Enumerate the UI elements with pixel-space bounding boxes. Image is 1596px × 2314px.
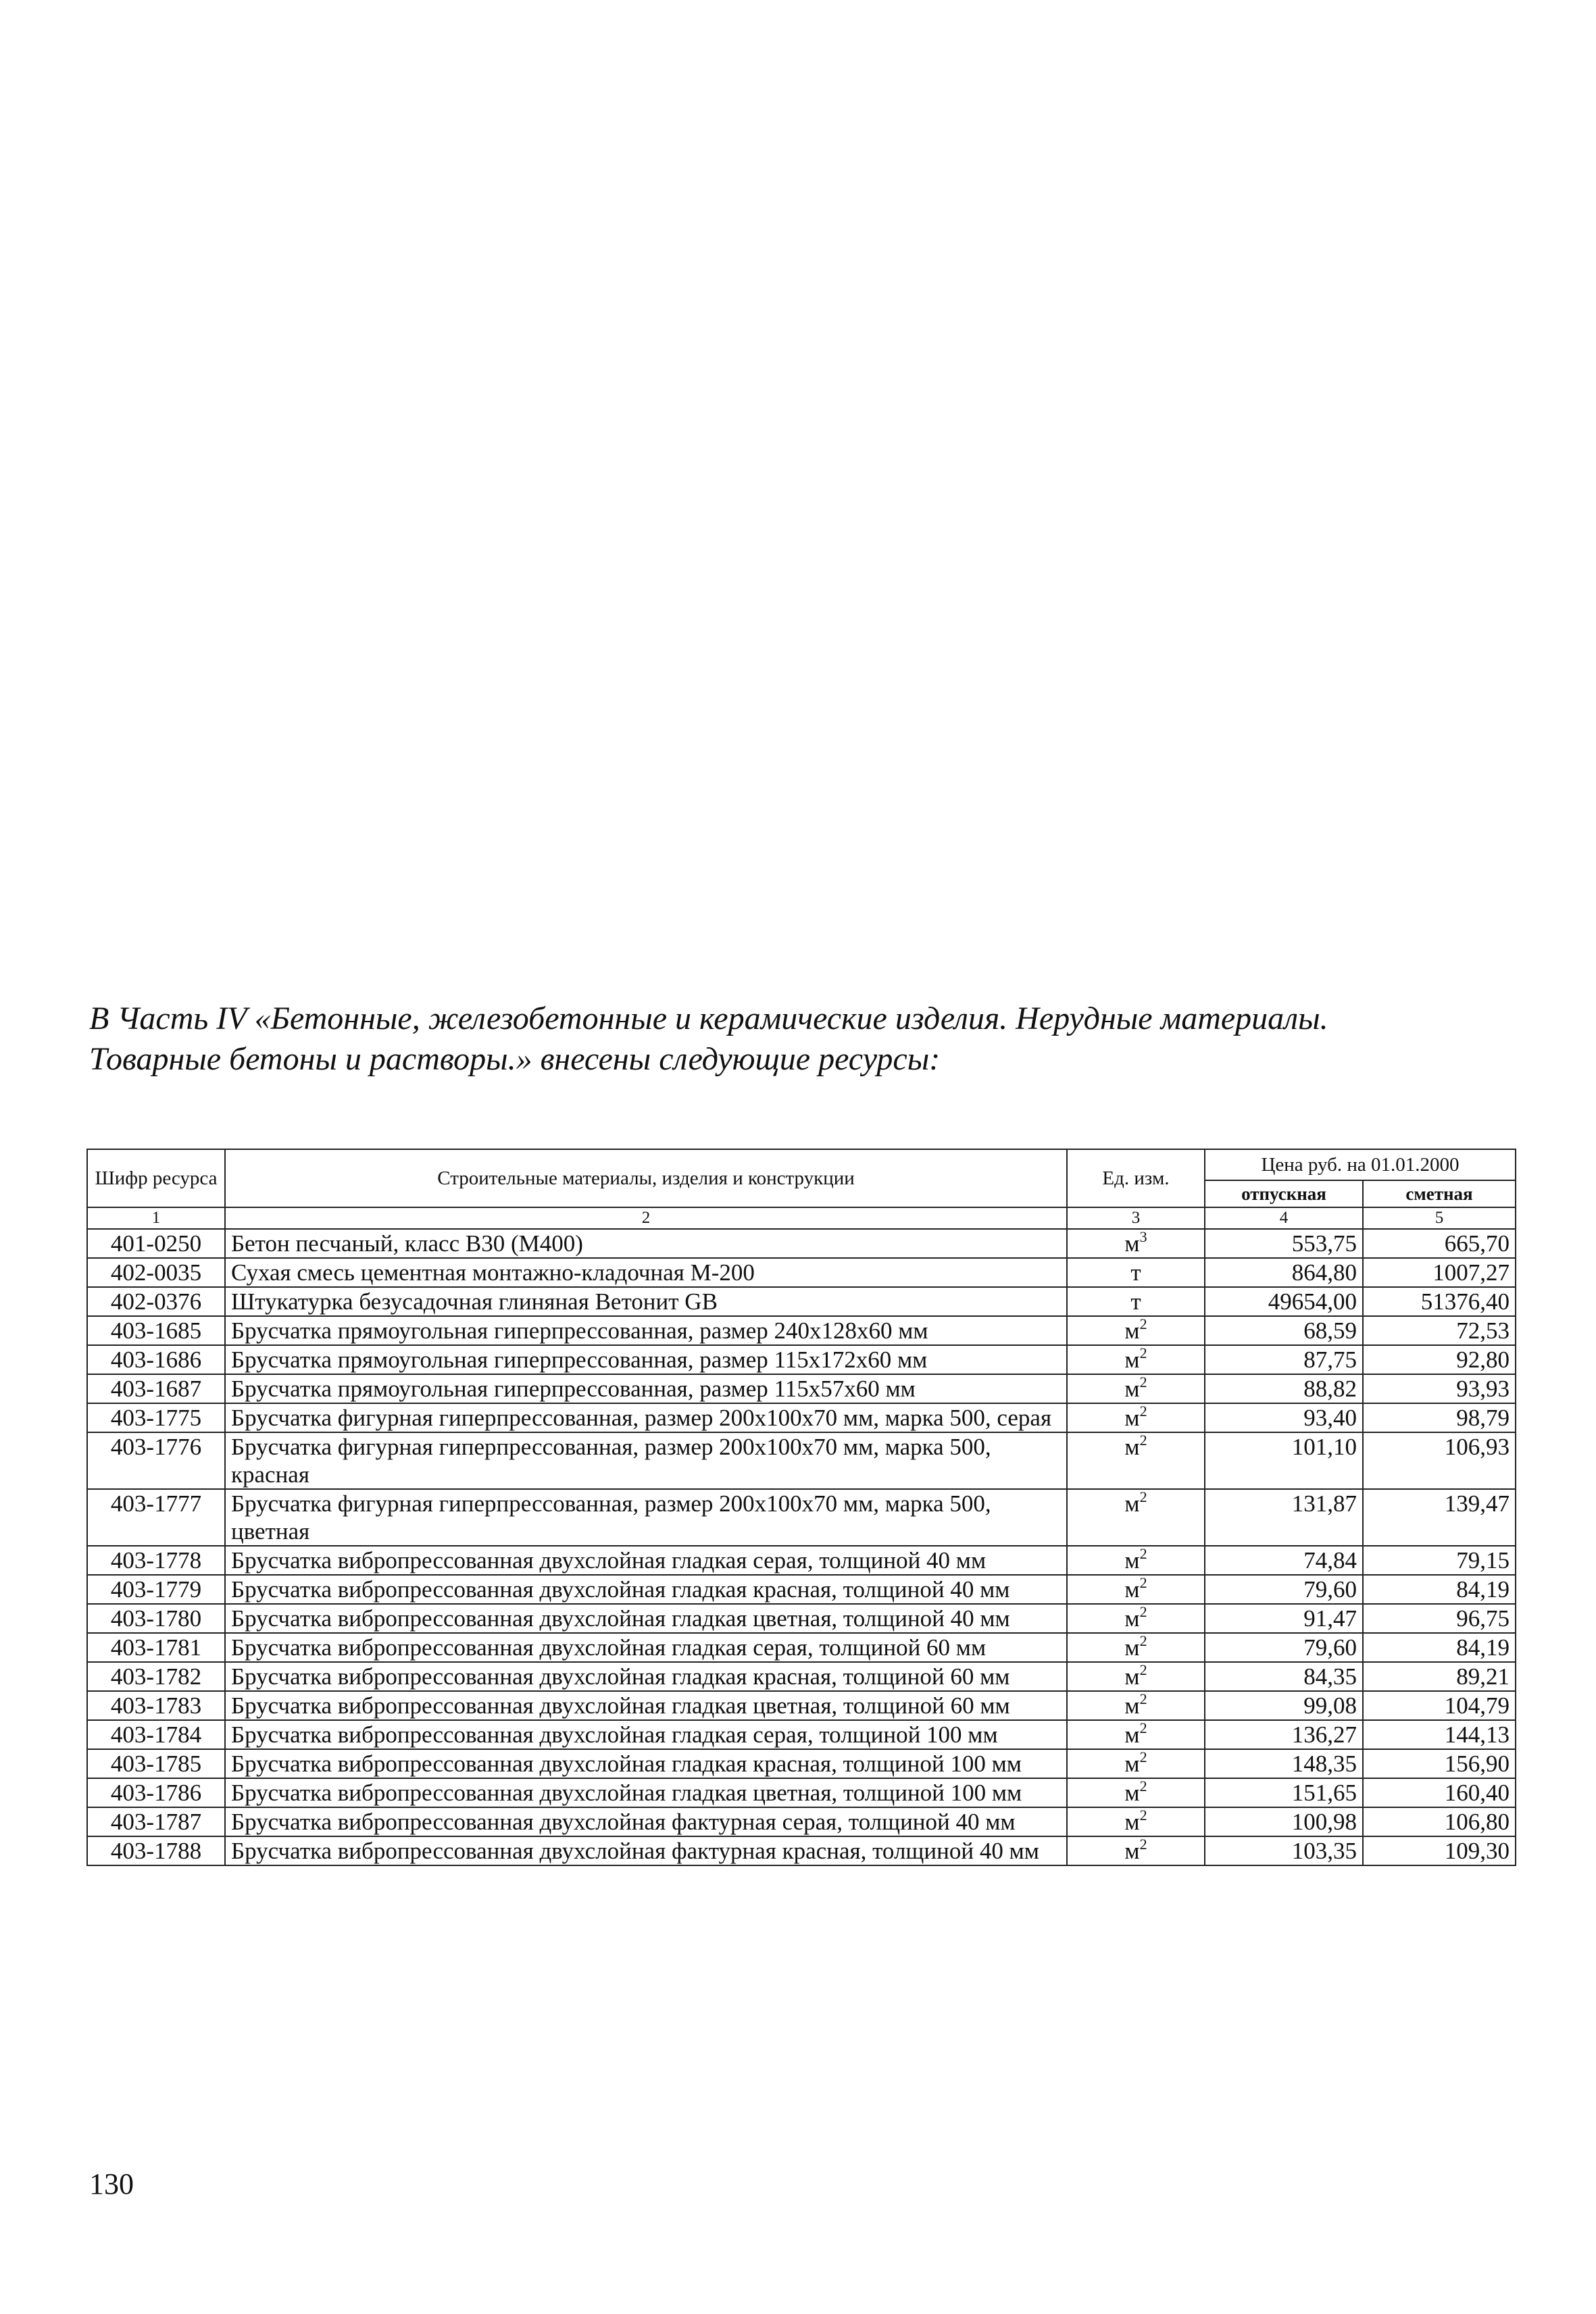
unit-base: т bbox=[1130, 1288, 1141, 1315]
estimate-price: 51376,40 bbox=[1363, 1287, 1516, 1316]
resource-name: Брусчатка вибропрессованная двухслойная гладкая красная, толщиной 60 мм bbox=[225, 1662, 1067, 1691]
resource-unit bbox=[1067, 1229, 1205, 1258]
table-row bbox=[87, 1258, 1516, 1287]
resource-name: Брусчатка вибропрессованная двухслойная гладкая красная, толщиной 40 мм bbox=[225, 1575, 1067, 1604]
resource-unit bbox=[1067, 1258, 1205, 1287]
column-numbers-row bbox=[87, 1207, 1516, 1229]
resource-unit bbox=[1067, 1575, 1205, 1604]
unit-exponent: 2 bbox=[1139, 1807, 1147, 1823]
unit-base: м bbox=[1124, 1605, 1140, 1632]
estimate-price: 96,75 bbox=[1363, 1604, 1516, 1633]
resource-name: Сухая смесь цементная монтажно-кладочная М-200 bbox=[225, 1258, 1067, 1287]
resource-code: 403-1685 bbox=[87, 1316, 225, 1345]
release-price: 99,08 bbox=[1205, 1691, 1363, 1720]
table-row bbox=[87, 1316, 1516, 1345]
resource-name: Бетон песчаный, класс В30 (М400) bbox=[225, 1229, 1067, 1258]
resource-code: 403-1787 bbox=[87, 1807, 225, 1836]
resource-name: Штукатурка безусадочная глиняная Ветонит GB bbox=[225, 1287, 1067, 1316]
column-number: 2 bbox=[225, 1207, 1067, 1229]
release-price: 87,75 bbox=[1205, 1345, 1363, 1374]
intro-paragraph bbox=[89, 999, 1508, 1080]
unit-exponent: 2 bbox=[1139, 1661, 1147, 1678]
release-price: 74,84 bbox=[1205, 1546, 1363, 1575]
estimate-price: 79,15 bbox=[1363, 1546, 1516, 1575]
resource-code: 403-1786 bbox=[87, 1778, 225, 1807]
resource-name: Брусчатка прямоугольная гиперпрессованная, размер 115x57x60 мм bbox=[225, 1374, 1067, 1403]
estimate-price: 144,13 bbox=[1363, 1720, 1516, 1749]
resource-code: 403-1780 bbox=[87, 1604, 225, 1633]
resource-name: Брусчатка вибропрессованная двухслойная фактурная серая, толщиной 40 мм bbox=[225, 1807, 1067, 1836]
unit-exponent: 2 bbox=[1139, 1574, 1147, 1591]
resource-name: Брусчатка вибропрессованная двухслойная гладкая серая, толщиной 100 мм bbox=[225, 1720, 1067, 1749]
intro-line-2: Товарные бетоны и растворы.» внесены следующие ресурсы: bbox=[89, 1041, 941, 1077]
table-row bbox=[87, 1836, 1516, 1865]
table-row bbox=[87, 1633, 1516, 1662]
release-price: 68,59 bbox=[1205, 1316, 1363, 1345]
intro-line-1: В Часть IV «Бетонные, железобетонные и керамические изделия. Нерудные материалы. bbox=[89, 1001, 1328, 1036]
unit-exponent: 2 bbox=[1139, 1488, 1147, 1505]
release-price: 136,27 bbox=[1205, 1720, 1363, 1749]
release-price: 553,75 bbox=[1205, 1229, 1363, 1258]
unit-base: м bbox=[1124, 1490, 1140, 1517]
release-price: 864,80 bbox=[1205, 1258, 1363, 1287]
resource-code: 403-1779 bbox=[87, 1575, 225, 1604]
resource-unit bbox=[1067, 1546, 1205, 1575]
estimate-price: 93,93 bbox=[1363, 1374, 1516, 1403]
unit-base: м bbox=[1124, 1663, 1140, 1690]
resource-unit bbox=[1067, 1604, 1205, 1633]
resource-code: 403-1775 bbox=[87, 1403, 225, 1432]
release-price: 84,35 bbox=[1205, 1662, 1363, 1691]
unit-base: м bbox=[1124, 1547, 1140, 1574]
header-estimate-price: сметная bbox=[1363, 1180, 1516, 1207]
unit-exponent: 2 bbox=[1139, 1315, 1147, 1332]
resource-name: Брусчатка прямоугольная гиперпрессованная, размер 115x172x60 мм bbox=[225, 1345, 1067, 1374]
unit-base: м bbox=[1124, 1576, 1140, 1603]
estimate-price: 84,19 bbox=[1363, 1575, 1516, 1604]
unit-base: м bbox=[1124, 1347, 1140, 1373]
unit-exponent: 3 bbox=[1139, 1228, 1147, 1245]
resource-code: 403-1778 bbox=[87, 1546, 225, 1575]
unit-base: м bbox=[1124, 1751, 1140, 1777]
resource-code: 403-1782 bbox=[87, 1662, 225, 1691]
unit-exponent: 2 bbox=[1139, 1545, 1147, 1562]
resource-code: 403-1687 bbox=[87, 1374, 225, 1403]
header-price: Цена руб. на 01.01.2000 bbox=[1205, 1149, 1516, 1180]
unit-exponent: 2 bbox=[1139, 1344, 1147, 1361]
resource-unit bbox=[1067, 1374, 1205, 1403]
table-row bbox=[87, 1778, 1516, 1807]
header-unit: Ед. изм. bbox=[1067, 1149, 1205, 1207]
release-price: 131,87 bbox=[1205, 1489, 1363, 1546]
table-row bbox=[87, 1546, 1516, 1575]
resource-code: 403-1784 bbox=[87, 1720, 225, 1749]
unit-base: м bbox=[1124, 1230, 1140, 1257]
release-price: 49654,00 bbox=[1205, 1287, 1363, 1316]
resource-unit bbox=[1067, 1633, 1205, 1662]
resource-unit bbox=[1067, 1720, 1205, 1749]
column-number: 1 bbox=[87, 1207, 225, 1229]
estimate-price: 106,80 bbox=[1363, 1807, 1516, 1836]
resource-code: 401-0250 bbox=[87, 1229, 225, 1258]
table-row bbox=[87, 1229, 1516, 1258]
resource-unit bbox=[1067, 1489, 1205, 1546]
resource-name: Брусчатка фигурная гиперпрессованная, размер 200x100x70 мм, марка 500, цветная bbox=[225, 1489, 1067, 1546]
resource-unit bbox=[1067, 1836, 1205, 1865]
resource-name: Брусчатка вибропрессованная двухслойная гладкая цветная, толщиной 40 мм bbox=[225, 1604, 1067, 1633]
estimate-price: 156,90 bbox=[1363, 1749, 1516, 1778]
resource-code: 403-1783 bbox=[87, 1691, 225, 1720]
resource-name: Брусчатка фигурная гиперпрессованная, размер 200x100x70 мм, марка 500, красная bbox=[225, 1432, 1067, 1489]
resource-code: 403-1788 bbox=[87, 1836, 225, 1865]
resource-unit bbox=[1067, 1316, 1205, 1345]
column-number: 5 bbox=[1363, 1207, 1516, 1229]
resource-unit bbox=[1067, 1345, 1205, 1374]
column-number: 3 bbox=[1067, 1207, 1205, 1229]
estimate-price: 98,79 bbox=[1363, 1403, 1516, 1432]
unit-exponent: 2 bbox=[1139, 1403, 1147, 1419]
unit-exponent: 2 bbox=[1139, 1690, 1147, 1707]
unit-base: м bbox=[1124, 1376, 1140, 1402]
estimate-price: 89,21 bbox=[1363, 1662, 1516, 1691]
estimate-price: 160,40 bbox=[1363, 1778, 1516, 1807]
release-price: 79,60 bbox=[1205, 1633, 1363, 1662]
unit-exponent: 2 bbox=[1139, 1749, 1147, 1765]
resource-code: 402-0376 bbox=[87, 1287, 225, 1316]
estimate-price: 72,53 bbox=[1363, 1316, 1516, 1345]
resources-table-body bbox=[87, 1229, 1516, 1865]
unit-base: м bbox=[1124, 1721, 1140, 1748]
resource-code: 403-1785 bbox=[87, 1749, 225, 1778]
table-row bbox=[87, 1374, 1516, 1403]
resource-unit bbox=[1067, 1287, 1205, 1316]
estimate-price: 109,30 bbox=[1363, 1836, 1516, 1865]
estimate-price: 665,70 bbox=[1363, 1229, 1516, 1258]
estimate-price: 106,93 bbox=[1363, 1432, 1516, 1489]
unit-base: м bbox=[1124, 1634, 1140, 1661]
resource-unit bbox=[1067, 1691, 1205, 1720]
resource-name: Брусчатка вибропрессованная двухслойная гладкая серая, толщиной 40 мм bbox=[225, 1546, 1067, 1575]
resource-name: Брусчатка прямоугольная гиперпрессованная, размер 240x128x60 мм bbox=[225, 1316, 1067, 1345]
release-price: 101,10 bbox=[1205, 1432, 1363, 1489]
release-price: 148,35 bbox=[1205, 1749, 1363, 1778]
release-price: 79,60 bbox=[1205, 1575, 1363, 1604]
release-price: 103,35 bbox=[1205, 1836, 1363, 1865]
unit-exponent: 2 bbox=[1139, 1632, 1147, 1649]
resource-unit bbox=[1067, 1662, 1205, 1691]
table-row bbox=[87, 1662, 1516, 1691]
table-row bbox=[87, 1691, 1516, 1720]
resources-table bbox=[86, 1149, 1516, 1866]
resource-code: 403-1776 bbox=[87, 1432, 225, 1489]
column-number: 4 bbox=[1205, 1207, 1363, 1229]
estimate-price: 139,47 bbox=[1363, 1489, 1516, 1546]
table-row bbox=[87, 1720, 1516, 1749]
resource-unit bbox=[1067, 1403, 1205, 1432]
unit-base: м bbox=[1124, 1692, 1140, 1719]
unit-base: м bbox=[1124, 1809, 1140, 1835]
resource-name: Брусчатка фигурная гиперпрессованная, размер 200x100x70 мм, марка 500, серая bbox=[225, 1403, 1067, 1432]
estimate-price: 84,19 bbox=[1363, 1633, 1516, 1662]
resource-unit bbox=[1067, 1432, 1205, 1489]
page-number: 130 bbox=[89, 2167, 134, 2200]
release-price: 100,98 bbox=[1205, 1807, 1363, 1836]
header-name: Строительные материалы, изделия и конструкции bbox=[225, 1149, 1067, 1207]
table-row bbox=[87, 1749, 1516, 1778]
resource-name: Брусчатка вибропрессованная двухслойная гладкая красная, толщиной 100 мм bbox=[225, 1749, 1067, 1778]
resource-name: Брусчатка вибропрессованная двухслойная гладкая серая, толщиной 60 мм bbox=[225, 1633, 1067, 1662]
table-row bbox=[87, 1403, 1516, 1432]
estimate-price: 92,80 bbox=[1363, 1345, 1516, 1374]
resource-code: 403-1686 bbox=[87, 1345, 225, 1374]
estimate-price: 1007,27 bbox=[1363, 1258, 1516, 1287]
unit-exponent: 2 bbox=[1139, 1374, 1147, 1390]
table-row bbox=[87, 1575, 1516, 1604]
resource-unit bbox=[1067, 1807, 1205, 1836]
table-row bbox=[87, 1432, 1516, 1489]
resource-name: Брусчатка вибропрессованная двухслойная гладкая цветная, толщиной 100 мм bbox=[225, 1778, 1067, 1807]
resource-code: 402-0035 bbox=[87, 1258, 225, 1287]
release-price: 88,82 bbox=[1205, 1374, 1363, 1403]
unit-base: м bbox=[1124, 1434, 1140, 1460]
table-row bbox=[87, 1604, 1516, 1633]
unit-exponent: 2 bbox=[1139, 1778, 1147, 1794]
unit-exponent: 2 bbox=[1139, 1603, 1147, 1620]
resource-name: Брусчатка вибропрессованная двухслойная гладкая цветная, толщиной 60 мм bbox=[225, 1691, 1067, 1720]
table-row bbox=[87, 1807, 1516, 1836]
unit-base: м bbox=[1124, 1405, 1140, 1431]
table-row bbox=[87, 1345, 1516, 1374]
header-code: Шифр ресурса bbox=[87, 1149, 225, 1207]
release-price: 93,40 bbox=[1205, 1403, 1363, 1432]
unit-exponent: 2 bbox=[1139, 1719, 1147, 1736]
resource-code: 403-1777 bbox=[87, 1489, 225, 1546]
unit-exponent: 2 bbox=[1139, 1432, 1147, 1449]
table-row bbox=[87, 1489, 1516, 1546]
release-price: 91,47 bbox=[1205, 1604, 1363, 1633]
resource-code: 403-1781 bbox=[87, 1633, 225, 1662]
resource-name: Брусчатка вибропрессованная двухслойная фактурная красная, толщиной 40 мм bbox=[225, 1836, 1067, 1865]
resource-unit bbox=[1067, 1749, 1205, 1778]
unit-base: м bbox=[1124, 1780, 1140, 1806]
unit-base: т bbox=[1130, 1259, 1141, 1286]
resource-unit bbox=[1067, 1778, 1205, 1807]
table-row bbox=[87, 1287, 1516, 1316]
unit-base: м bbox=[1124, 1317, 1140, 1344]
unit-exponent: 2 bbox=[1139, 1836, 1147, 1853]
estimate-price: 104,79 bbox=[1363, 1691, 1516, 1720]
unit-base: м bbox=[1124, 1838, 1140, 1864]
header-release-price: отпускная bbox=[1205, 1180, 1363, 1207]
release-price: 151,65 bbox=[1205, 1778, 1363, 1807]
